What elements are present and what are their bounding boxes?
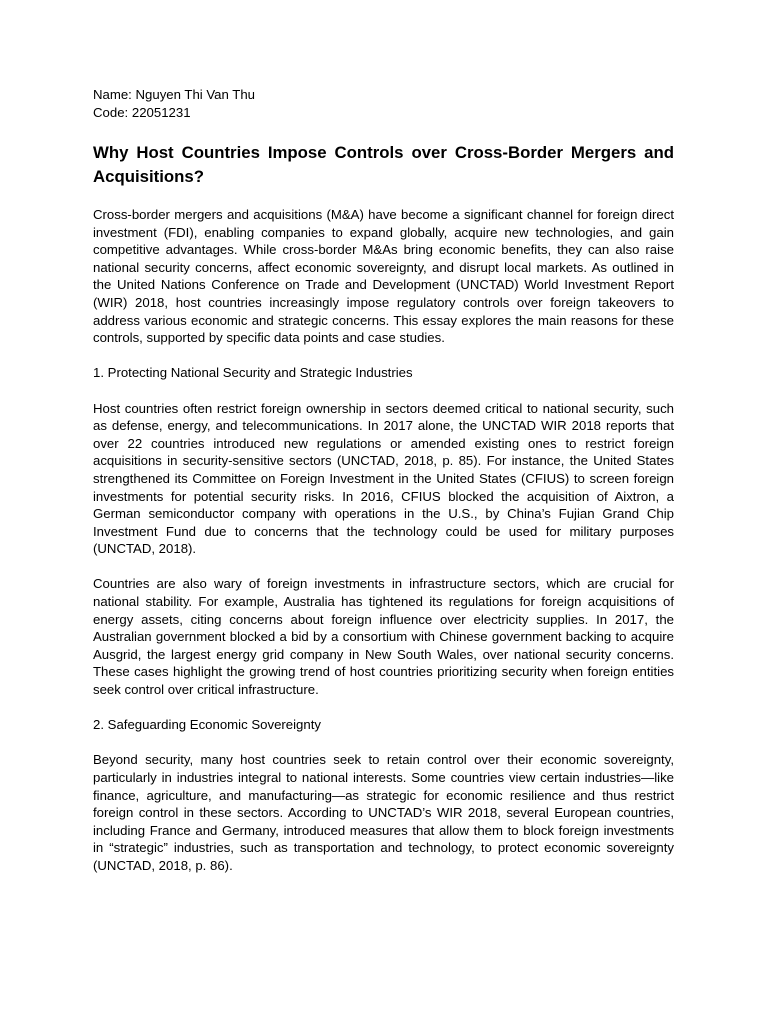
section-2-paragraph-1: Beyond security, many host countries seek to retain control over their economic sovereignty, particularly in industries integral to national interests. Some countries view certain industries—like finance, agriculture, and manufacturing—as strategic for economic resilience and thus restrict foreign control in these sectors. According to UNCTAD’s WIR 2018, several European countries, including France and Germany, introduced measures that allow them to block foreign investments in “strategic” industries, such as transportation and technology, to protect economic sovereignty (UNCTAD, 2018, p. 86). xyxy=(93,752,674,873)
intro-paragraph: Cross-border mergers and acquisitions (M&A) have become a significant channel for foreign direct investment (FDI), enabling companies to expand globally, acquire new technologies, and gain competitive advantages. While cross-border M&As bring economic benefits, they can also raise national security concerns, affect economic sovereignty, and disrupt local markets. As outlined in the United Nations Conference on Trade and Development (UNCTAD) World Investment Report (WIR) 2018, host countries increasingly impose regulatory controls over foreign takeovers to address various economic and strategic concerns. This essay explores the main reasons for these controls, supported by specific data points and case studies. xyxy=(93,207,674,346)
section-1-paragraph-1: Host countries often restrict foreign ownership in sectors deemed critical to national security, such as defense, energy, and telecommunications. In 2017 alone, the UNCTAD WIR 2018 reports that over 22 countries introduced new regulations or amended existing ones to restrict foreign acquisitions in security-sensitive sectors (UNCTAD, 2018, p. 85). For instance, the United States strengthened its Committee on Foreign Investment in the United States (CFIUS) to screen foreign investments for potential security risks. In 2016, CFIUS blocked the acquisition of Aixtron, a German semiconductor company with operations in the U.S., by China’s Fujian Grand Chip Investment Fund due to concerns that the technology could be used for military purposes (UNCTAD, 2018). xyxy=(93,400,674,557)
student-code: Code: 22051231 xyxy=(93,104,191,120)
author-name: Name: Nguyen Thi Van Thu xyxy=(93,87,256,102)
section-1-paragraph-2: Countries are also wary of foreign investments in infrastructure sectors, which are crucial for national stability. For example, Australia has tightened its regulations for foreign acquisitions of energy assets, citing concerns about foreign influence over electricity supplies. In 2017, the Australian government blocked a bid by a consortium with Chinese government backing to acquire Ausgrid, the largest energy grid company in New South Wales, over national security concerns. These cases highlight the growing trend of host countries prioritizing security when foreign entities seek control over critical infrastructure. xyxy=(93,576,674,698)
essay-title: Why Host Countries Impose Controls over Cross-Border Mergers and Acquisitions? xyxy=(93,143,674,186)
section-heading-2: 2. Safeguarding Economic Sovereignty xyxy=(93,717,321,733)
section-heading-1: 1. Protecting National Security and Strategic Industries xyxy=(93,365,413,381)
